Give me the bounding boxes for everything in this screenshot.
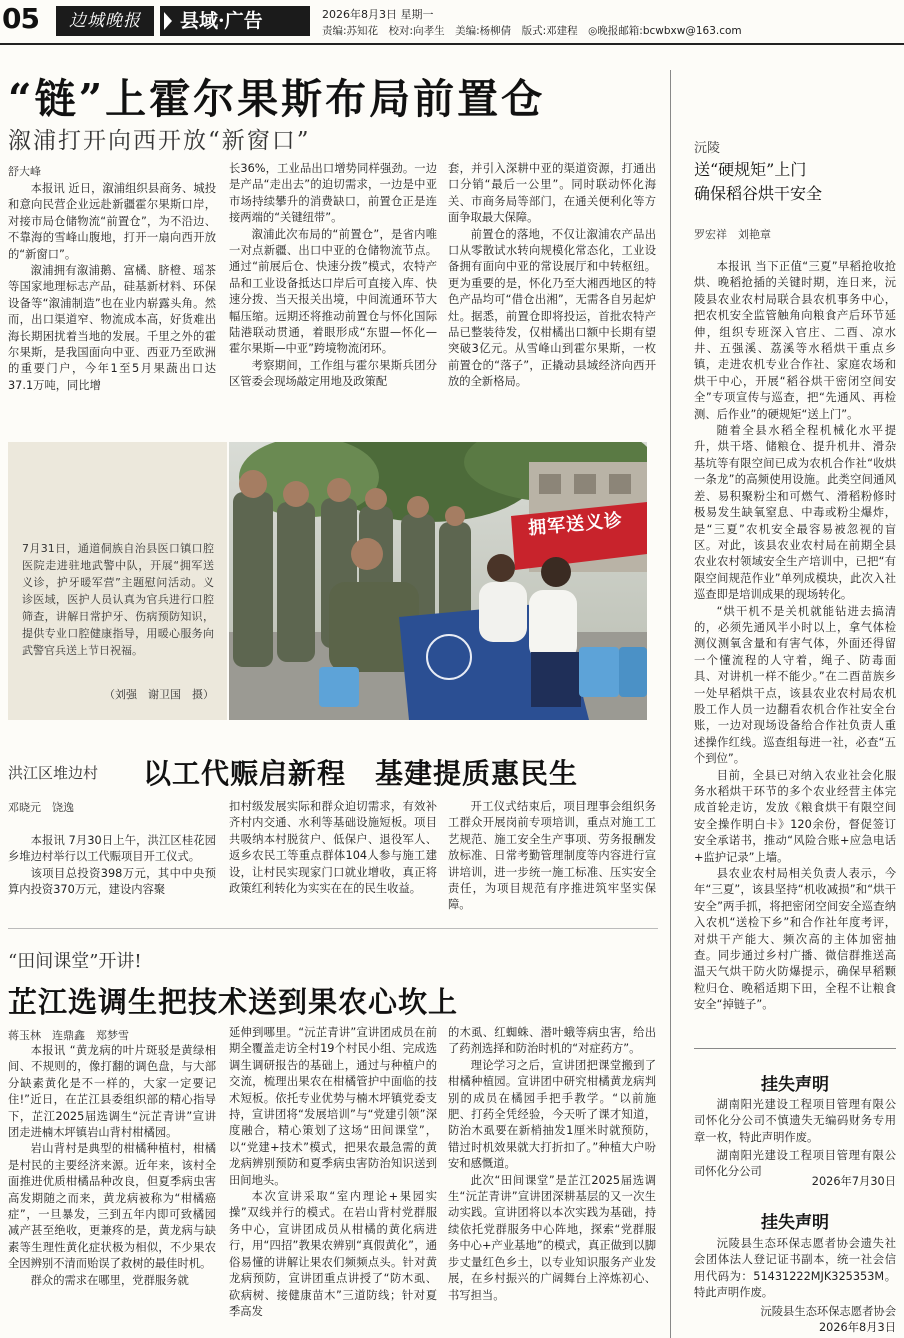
notice2-body [694,1236,896,1302]
notice-divider [694,1048,896,1049]
article1-headline: “链”上霍尔果斯布局前置仓 [8,75,546,123]
issue-date: 2026年8月3日 星期一 [322,8,434,21]
article2-paragraph: 该项目总投资398万元，其中中央预算内投资370万元，建设内容聚 [8,866,216,897]
article3-paragraph: 岩山背村是典型的柑橘种植村，柑橘是村民的主要经济来源。近年来，该村全面推进优质柑橘品种改良，但夏季病虫害高发期随之而来，黄龙病被称为“柑橘癌症”，一旦暴发，三到五年内即可致橘园减产甚至绝收，更兼疼的是，黄龙病与缺素等生理性黄化症状极为相似，不少果农全因辨别不清而贻误了救树的最佳时机。 [8,1142,216,1271]
sidebar-paragraph: 目前，全县已对纳入农业社会化服务水稻烘干环节的多个农业经营主体完成首轮走访，发放《粮食烘干有限空间安全操作明白卡》120余份，督促签订安全承诺书，推动“风险合账+应急电话+监护记录”上墙。 [694,768,896,864]
article3-column-2 [229,1025,437,1320]
article3-headline: 芷江选调生把技术送到果农心坎上 [8,985,459,1019]
article1-subheadline: 溆浦打开向西开放“新窗口” [8,128,311,154]
article2-column-1 [8,833,216,899]
sidebar-headline-line-2: 确保稻谷烘干安全 [694,184,823,203]
article-divider [8,928,658,929]
sidebar-body [694,259,896,1014]
article3-paragraph: 群众的需求在哪里，党群服务就 [30,1273,189,1287]
article1-paragraph: 溆浦拥有溆浦鹅、富橘、脐橙、瑶茶等国家地理标志产品，硅基新材料、环保设备等“溆浦制造”也在业内崭露头角。然而，出口渠道窄、物流成本高，好货难出海长期困扰着当地的发展。千里之外的霍尔果斯，是我国面向中亚、西亚乃至欧洲的重要门户，今年1至5月果蔬出口达37.1万吨，同比增 [8,264,216,392]
photo-banner-text: 拥军送义诊 [527,509,624,540]
article1-column-3 [448,161,656,391]
article3-paragraph: 理论学习之后，宣讲团把课堂搬到了柑橘种植园。宣讲团中研究柑橘黄龙病判别的成员在橘园手把手教学。“以前施肥、打药全凭经验，今天听了课才知道，防治木虱要在新梢抽发1厘米时就预防，错过时机效果就大打折扣了。”种植大户吩安和感慨道。 [448,1058,656,1171]
sidebar-headline-line-1: 送“硬规矩”上门 [694,160,807,179]
notice2-organization: 沅陵县生态环保志愿者协会 [760,1305,896,1318]
article3-column-1 [8,1043,216,1289]
article2-kicker: 洪江区堆边村 [8,764,99,782]
article1-column-1 [8,181,216,394]
page-number: 05 [2,2,39,35]
article3-kicker: “田间课堂”开讲! [8,951,142,972]
article3-byline: 蒋玉林 连鼎鑫 郑梦雪 [8,1029,129,1042]
notice2-date: 2026年8月3日 [818,1321,896,1334]
article2-byline: 邓晓元 饶逸 [8,801,74,814]
masthead [0,0,904,44]
article1-paragraph: 前置仓的落地，不仅让溆浦农产品出口从零散试水转向规模化常态化，工业设备拥有面向中亚的常设展厅和中转枢纽。更为重要的是，怀化乃至大湘西地区的特色产品均可“借仓出湘”，无需各自另起炉灶。据悉，前置仓即将投运，首批农特产品已整装待发，仅柑橘出口额中长期有望突破3亿元。从雪峰山到霍尔果斯，一枚前置仓的“落子”，正撬动县域经济向西开放的全新格局。 [448,227,656,389]
notice1-body [694,1097,896,1146]
article1-column-2 [229,161,437,391]
article1-paragraph: 本报讯 近日，溆浦组织县商务、城投和意向民营企业远赴新疆霍尔果斯口岸，对接市局仓储物流“前置仓”，为不沿边、不靠海的雪峰山腹地，打开一扇向西开放的“新窗口”。 [8,182,216,261]
column-divider [670,70,671,1338]
article3-paragraph: 延伸到哪里。“沅芷青讲”宣讲团成员在前期全覆盖走访全村19个村民小组、完成选调生调研报告的基础上，通过与种植户的交流，梳理出果农在柑橘管护中面临的技术短板。依托专业优势与楠木坪镇党委支持，宣讲团将“发展培训”与“党建引领”深度融合，精心策划了这场“田间课堂”，以“党建+技术”模式，把果农最急需的黄龙病辨别预防和夏季病虫害防治知识送到田间地头。 [229,1026,437,1187]
sidebar-paragraph: 随着全县水稻全程机械化水平提升，烘干塔、储粮仓、提升机井、滑杂基坑等有限空间已成为农机合作社“收烘一条龙”的高频使用设施。此类空间通风差、易积聚粉尘和可燃气、滑稻粉修时极易发生缺氧窒息、中毒或粉尘爆炸，是“三夏”农机安全最容易被忽视的盲区。对此，该县农业农村局在前期全县农业农村领域安全生产培训中，已把“有限空间规范作业”单列成模块，此次入社巡查即是培训成果的现场转化。 [694,424,896,602]
notice2-title: 挂失声明 [761,1213,829,1233]
article3-paragraph: 本次宣讲采取“室内理论+果园实操”双线并行的模式。在岩山背村党群服务中心，宣讲团成员从柑橘的黄化病进行，用“四招”教果农辨别“真假黄化”，通俗易懂的讲解让果农们频频点头。针对黄龙病预防，宣讲团重点讲授了“防木虱、砍病树、接健康苗木”三道防线；针对夏季高发 [229,1190,437,1318]
article1-paragraph: 溆浦此次布局的“前置仓”，是省内唯一对点新疆、出口中亚的仓储物流节点。通过“前展后仓、快速分拨”模式，农特产品和工业设备抵达口岸后可直接入库、快速分拨、当天报关出境，中间流通环节大幅压缩。远期还将推动前置仓与怀化国际陆港联动贯通，着眼形成“东盟—怀化—霍尔果斯—中亚”跨境物流闭环。 [229,227,437,356]
notice1-title: 挂失声明 [761,1075,829,1095]
article1-paragraph: 考察期间，工作组与霍尔果斯兵团分区管委会现场敲定用地及政策配 [229,358,437,389]
sidebar-kicker: 沅陵 [694,141,721,156]
article1-byline: 舒大峰 [8,165,41,178]
article2-column-3 [448,799,656,914]
paper-logo: 边城晚报 [56,6,154,36]
article3-paragraph: 的木虱、红蜘蛛、潜叶蛾等病虫害，给出了药剂选择和防治时机的“对症药方”。 [448,1026,656,1056]
masthead-divider [0,43,904,45]
staff-credits: 责编:苏知花 校对:向孝生 美编:杨柳倩 版式:邓建程 ◎晚报邮箱:bcwbxw@163.com [322,25,742,37]
section-tab: 县域·广告 [160,6,310,36]
article3-paragraph: 本报讯 “黄龙病的叶片斑驳是黄绿相间、不规则的，像打翻的调色盘，与大部分缺素黄化是不一样的，大家一定要记住!”近日，在芷江县委组织部的精心指导下，芷江2025届选调生“沅芷青讲”宣讲团走进楠木坪镇岩山背村柑橘园。 [8,1044,216,1140]
sidebar-byline: 罗宏祥 刘艳章 [694,228,771,241]
notice2-text: 沅陵县生态环保志愿者协会遗失社会团体法人登记证书副本，统一社会信用代码为：51431222MJK325353M。特此声明作废。 [694,1237,896,1300]
notice1-date: 2026年7月30日 [811,1175,896,1188]
sidebar-paragraph: 本报讯 当下正值“三夏”早稻抢收抢烘、晚稻抢插的关键时期，连日来，沅陵县农业农村局联合县农机事务中心，把农机安全监管触角向粮食产后环节延伸，组织专班深入官庄、二酉、凉水井、五强溪、荔溪等水稻烘干重点乡镇，走进农机专业合作社、家庭农场和烘干中心，开展“稻谷烘干密闭空间安全”专项宣传与巡查，把“先通风、再检测、后作业”的硬规矩“送上门”。 [694,260,896,421]
notice1-text: 湖南阳光建设工程项目管理有限公司怀化分公司不慎遗失无编码财务专用章一枚，特此声明作废。 [694,1098,896,1144]
article1-paragraph: 套，并引入深耕中亚的渠道资源，打通出口分销“最后一公里”。同时联动怀化海关、市商务局等部门，在通关便利化等方面争取最大保障。 [448,162,656,225]
news-photo [229,442,647,720]
article2-paragraph: 本报讯 7月30日上午，洪江区桂花园乡堆边村举行以工代赈项目开工仪式。 [8,834,216,864]
sidebar-paragraph: 县农业农村局相关负责人表示，今年“三夏”，该县坚持“机收减损”和“烘干安全”两手抓，将把密闭空间安全巡查纳入农机“送检下乡”和合作社年度考评，对烘干产能大、频次高的主体加密抽查。同步通过乡村广播、微信群推送高温天气烘干防火防爆提示，确保早稻颗粒归仓、晚稻适期下田，全程不让粮食安全“掉链子”。 [694,867,896,1012]
military-clinic-photo [229,442,647,720]
article2-headline: 以工代赈启新程 基建提质惠民生 [143,757,579,790]
photo-caption: 7月31日，通道侗族自治县医口镇口腔医院走进驻地武警中队，开展“拥军送义诊，护牙暖军营”主题慰问活动。义诊医域，医护人员认真为官兵进行口腔筛查，讲解日常护牙、伤病预防知识，提供专业口腔健康指导，用暖心服务向武警官兵送上节日祝福。 [22,542,214,657]
article3-column-3 [448,1025,656,1304]
notice1-org-text: 湖南阳光建设工程项目管理有限公司怀化分公司 [694,1149,896,1179]
photo-credit: （刘强 谢卫国 摄） [104,688,214,701]
article2-column-2 [229,799,437,897]
article3-paragraph: 此次“田间课堂”是芷江2025届选调生“沅芷青讲”宣讲团深耕基层的又一次生动实践。宣讲团将以本次实践为基础，持续依托党群服务中心阵地，探索“党群服务中心+产业基地”的模式，真正做到以脚步丈量红色乡土，以专业知识服务产业发展，在乡村振兴的广阔舞台上淬炼初心、书写担当。 [448,1173,656,1302]
article1-paragraph: 长36%，工业品出口增势同样强劲。一边是产品“走出去”的迫切需求，一边是中亚市场持续攀升的消费缺口，前置仓正是连接两端的“关键纽带”。 [229,162,437,225]
article2-paragraph: 开工仪式结束后，项目理事会组织务工群众开展岗前专项培训，重点对施工工艺规范、施工安全生产事项、劳务报酬发放标准、日常考勤管理制度等内容进行宣讲培训，进一步统一施工标准、压实安全责任，为项目规范有序推进筑牢坚实保障。 [448,800,656,912]
article2-paragraph: 扣村级发展实际和群众迫切需求，有效补齐村内交通、水利等基础设施短板。项目共吸纳本村脱贫户、低保户、退役军人、返乡农民工等重点群体104人参与施工建设，让村民实现家门口就业增收，真正将政策红利转化为实实在在的民生收益。 [229,800,437,896]
sidebar-paragraph: “烘干机不是关机就能钻进去搞清的，必须先通风半小时以上，拿气体检测仪测氧含量和有害气体，外面还得留一个懂流程的人守着，绳子、防毒面具、对讲机一样不能少。”在二酉苗族乡一处早稻烘干点，该县农业农村局农机股工作人员一边翻看农机合作社安全台账，一边对现场设备给合作社负责人重述操作红线。巡查组每进一社，必查“五个到位”。 [694,604,896,766]
